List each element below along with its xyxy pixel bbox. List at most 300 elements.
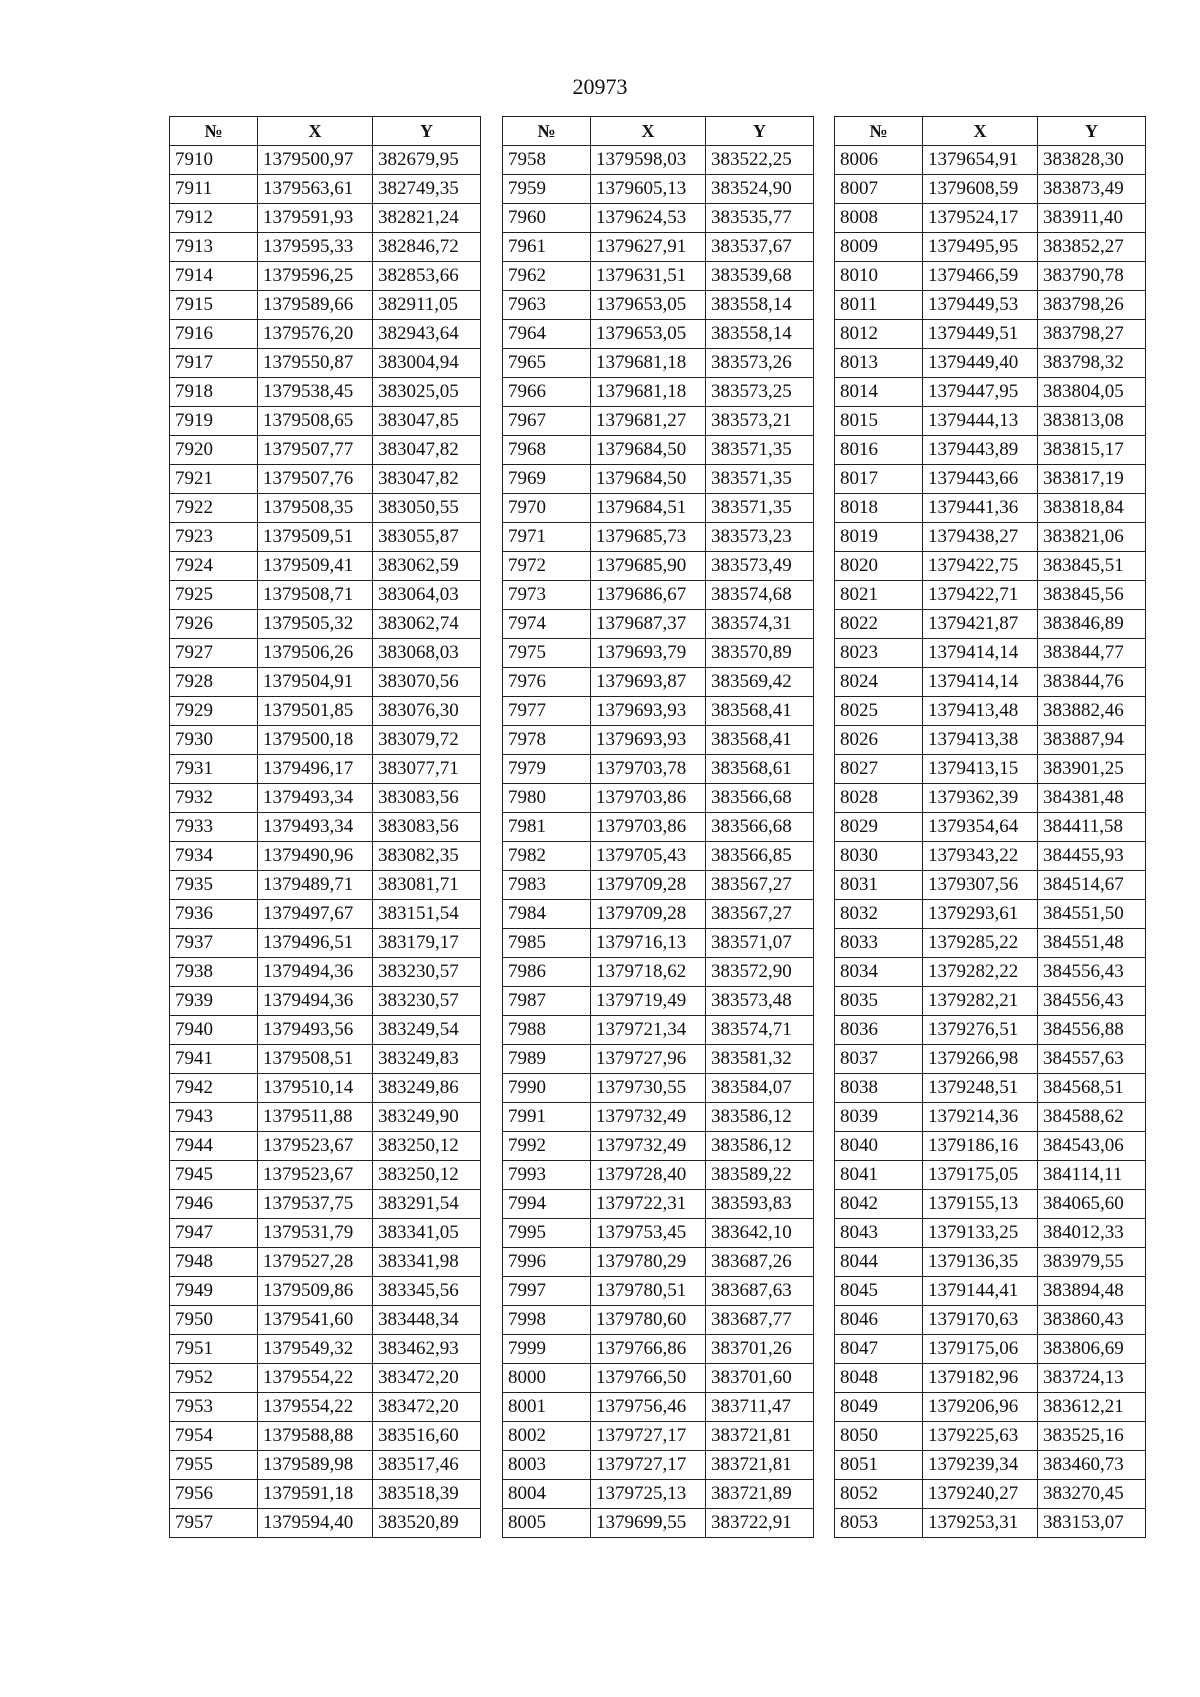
table-row <box>170 1045 481 1074</box>
x-coordinate-cell: 1379684,50 <box>591 436 706 465</box>
table-row <box>835 407 1146 436</box>
point-number-cell: 7925 <box>170 581 258 610</box>
x-coordinate-cell: 1379449,51 <box>923 320 1038 349</box>
y-coordinate-cell: 382679,95 <box>373 146 481 175</box>
x-coordinate-cell: 1379594,40 <box>258 1509 373 1538</box>
table-row <box>170 1161 481 1190</box>
point-number-cell: 8008 <box>835 204 923 233</box>
y-coordinate-cell: 383230,57 <box>373 958 481 987</box>
x-coordinate-cell: 1379510,14 <box>258 1074 373 1103</box>
x-coordinate-cell: 1379136,35 <box>923 1248 1038 1277</box>
y-coordinate-cell: 383845,56 <box>1038 581 1146 610</box>
point-number-cell: 7915 <box>170 291 258 320</box>
table-row <box>835 1422 1146 1451</box>
point-number-cell: 7937 <box>170 929 258 958</box>
point-number-cell: 7996 <box>503 1248 591 1277</box>
x-coordinate-cell: 1379285,22 <box>923 929 1038 958</box>
y-coordinate-cell: 383568,41 <box>706 726 814 755</box>
point-number-cell: 8003 <box>503 1451 591 1480</box>
y-coordinate-cell: 384012,33 <box>1038 1219 1146 1248</box>
x-coordinate-cell: 1379681,18 <box>591 349 706 378</box>
x-coordinate-cell: 1379654,91 <box>923 146 1038 175</box>
x-coordinate-cell: 1379653,05 <box>591 291 706 320</box>
x-coordinate-cell: 1379508,51 <box>258 1045 373 1074</box>
table-row <box>503 407 814 436</box>
point-number-cell: 7982 <box>503 842 591 871</box>
x-coordinate-cell: 1379276,51 <box>923 1016 1038 1045</box>
x-coordinate-cell: 1379508,71 <box>258 581 373 610</box>
table-row <box>835 291 1146 320</box>
x-coordinate-cell: 1379248,51 <box>923 1074 1038 1103</box>
table-row <box>835 697 1146 726</box>
x-coordinate-cell: 1379443,89 <box>923 436 1038 465</box>
y-coordinate-cell: 383566,85 <box>706 842 814 871</box>
point-number-cell: 7987 <box>503 987 591 1016</box>
y-coordinate-cell: 383179,17 <box>373 929 481 958</box>
table-row <box>503 378 814 407</box>
x-coordinate-cell: 1379175,06 <box>923 1335 1038 1364</box>
y-coordinate-cell: 382943,64 <box>373 320 481 349</box>
point-number-cell: 8042 <box>835 1190 923 1219</box>
x-coordinate-cell: 1379681,18 <box>591 378 706 407</box>
point-number-cell: 7921 <box>170 465 258 494</box>
y-coordinate-cell: 383068,03 <box>373 639 481 668</box>
y-coordinate-cell: 383798,32 <box>1038 349 1146 378</box>
x-coordinate-cell: 1379496,17 <box>258 755 373 784</box>
x-coordinate-cell: 1379354,64 <box>923 813 1038 842</box>
y-coordinate-cell: 383571,35 <box>706 465 814 494</box>
table-row <box>170 494 481 523</box>
point-number-cell: 8027 <box>835 755 923 784</box>
y-coordinate-cell: 383845,51 <box>1038 552 1146 581</box>
x-coordinate-cell: 1379155,13 <box>923 1190 1038 1219</box>
point-number-cell: 8026 <box>835 726 923 755</box>
table-row <box>835 987 1146 1016</box>
point-number-cell: 8048 <box>835 1364 923 1393</box>
y-coordinate-cell: 383250,12 <box>373 1161 481 1190</box>
y-coordinate-cell: 383571,35 <box>706 436 814 465</box>
table-row <box>835 1451 1146 1480</box>
y-coordinate-cell: 384551,50 <box>1038 900 1146 929</box>
table-row <box>170 668 481 697</box>
point-number-cell: 7946 <box>170 1190 258 1219</box>
y-coordinate-cell: 383572,90 <box>706 958 814 987</box>
point-number-cell: 8029 <box>835 813 923 842</box>
x-coordinate-cell: 1379527,28 <box>258 1248 373 1277</box>
point-number-cell: 7976 <box>503 668 591 697</box>
x-coordinate-cell: 1379780,51 <box>591 1277 706 1306</box>
point-number-cell: 8004 <box>503 1480 591 1509</box>
y-coordinate-cell: 384411,58 <box>1038 813 1146 842</box>
table-row <box>503 958 814 987</box>
x-coordinate-cell: 1379681,27 <box>591 407 706 436</box>
point-number-cell: 7934 <box>170 842 258 871</box>
point-number-cell: 7995 <box>503 1219 591 1248</box>
y-coordinate-cell: 383589,22 <box>706 1161 814 1190</box>
y-coordinate-cell: 383537,67 <box>706 233 814 262</box>
y-coordinate-cell: 383846,89 <box>1038 610 1146 639</box>
point-number-cell: 8049 <box>835 1393 923 1422</box>
table-row <box>170 842 481 871</box>
table-row <box>503 523 814 552</box>
y-coordinate-cell: 384543,06 <box>1038 1132 1146 1161</box>
table-row <box>835 320 1146 349</box>
point-number-cell: 7963 <box>503 291 591 320</box>
table-row <box>170 1103 481 1132</box>
x-coordinate-cell: 1379239,34 <box>923 1451 1038 1480</box>
header-x: X <box>923 117 1038 146</box>
table-row <box>503 1016 814 1045</box>
x-coordinate-cell: 1379550,87 <box>258 349 373 378</box>
x-coordinate-cell: 1379489,71 <box>258 871 373 900</box>
y-coordinate-cell: 383083,56 <box>373 813 481 842</box>
y-coordinate-cell: 383721,89 <box>706 1480 814 1509</box>
point-number-cell: 8005 <box>503 1509 591 1538</box>
table-row <box>170 523 481 552</box>
x-coordinate-cell: 1379186,16 <box>923 1132 1038 1161</box>
table-row <box>835 958 1146 987</box>
y-coordinate-cell: 382749,35 <box>373 175 481 204</box>
y-coordinate-cell: 383070,56 <box>373 668 481 697</box>
x-coordinate-cell: 1379703,78 <box>591 755 706 784</box>
x-coordinate-cell: 1379362,39 <box>923 784 1038 813</box>
header-number: № <box>170 117 258 146</box>
point-number-cell: 8015 <box>835 407 923 436</box>
y-coordinate-cell: 383894,48 <box>1038 1277 1146 1306</box>
y-coordinate-cell: 383573,48 <box>706 987 814 1016</box>
header-number: № <box>835 117 923 146</box>
point-number-cell: 7953 <box>170 1393 258 1422</box>
table-row <box>170 1132 481 1161</box>
table-row <box>835 755 1146 784</box>
point-number-cell: 7956 <box>170 1480 258 1509</box>
y-coordinate-cell: 383844,76 <box>1038 668 1146 697</box>
point-number-cell: 8040 <box>835 1132 923 1161</box>
y-coordinate-cell: 383558,14 <box>706 291 814 320</box>
point-number-cell: 7931 <box>170 755 258 784</box>
table-row <box>170 1306 481 1335</box>
point-number-cell: 8046 <box>835 1306 923 1335</box>
y-coordinate-cell: 383901,25 <box>1038 755 1146 784</box>
y-coordinate-cell: 383341,05 <box>373 1219 481 1248</box>
table-row <box>170 987 481 1016</box>
table-row <box>170 204 481 233</box>
x-coordinate-cell: 1379624,53 <box>591 204 706 233</box>
x-coordinate-cell: 1379507,77 <box>258 436 373 465</box>
point-number-cell: 8037 <box>835 1045 923 1074</box>
x-coordinate-cell: 1379441,36 <box>923 494 1038 523</box>
table-row <box>835 1364 1146 1393</box>
table-row <box>170 755 481 784</box>
header-y: Y <box>1038 117 1146 146</box>
point-number-cell: 7911 <box>170 175 258 204</box>
y-coordinate-cell: 383821,06 <box>1038 523 1146 552</box>
table-row <box>170 581 481 610</box>
table-row <box>503 204 814 233</box>
point-number-cell: 7923 <box>170 523 258 552</box>
x-coordinate-cell: 1379493,34 <box>258 813 373 842</box>
y-coordinate-cell: 383249,90 <box>373 1103 481 1132</box>
x-coordinate-cell: 1379684,50 <box>591 465 706 494</box>
x-coordinate-cell: 1379728,40 <box>591 1161 706 1190</box>
point-number-cell: 7918 <box>170 378 258 407</box>
point-number-cell: 7939 <box>170 987 258 1016</box>
y-coordinate-cell: 384551,48 <box>1038 929 1146 958</box>
table-row <box>170 436 481 465</box>
table-row <box>835 465 1146 494</box>
table-row <box>835 726 1146 755</box>
table-row <box>835 552 1146 581</box>
point-number-cell: 7933 <box>170 813 258 842</box>
table-row <box>835 784 1146 813</box>
x-coordinate-cell: 1379444,13 <box>923 407 1038 436</box>
x-coordinate-cell: 1379703,86 <box>591 784 706 813</box>
x-coordinate-cell: 1379206,96 <box>923 1393 1038 1422</box>
x-coordinate-cell: 1379508,35 <box>258 494 373 523</box>
table-row <box>503 1393 814 1422</box>
x-coordinate-cell: 1379500,97 <box>258 146 373 175</box>
table-row <box>170 1277 481 1306</box>
point-number-cell: 7928 <box>170 668 258 697</box>
y-coordinate-cell: 383815,17 <box>1038 436 1146 465</box>
x-coordinate-cell: 1379414,14 <box>923 668 1038 697</box>
point-number-cell: 8050 <box>835 1422 923 1451</box>
table-row <box>503 842 814 871</box>
y-coordinate-cell: 383574,71 <box>706 1016 814 1045</box>
y-coordinate-cell: 384556,43 <box>1038 958 1146 987</box>
x-coordinate-cell: 1379588,88 <box>258 1422 373 1451</box>
table-row <box>835 1509 1146 1538</box>
coordinate-table-3 <box>834 116 1146 1538</box>
y-coordinate-cell: 383077,71 <box>373 755 481 784</box>
point-number-cell: 7988 <box>503 1016 591 1045</box>
table-row <box>503 668 814 697</box>
table-row <box>835 581 1146 610</box>
table-row <box>835 1161 1146 1190</box>
table-row <box>503 610 814 639</box>
table-row <box>503 1422 814 1451</box>
x-coordinate-cell: 1379653,05 <box>591 320 706 349</box>
y-coordinate-cell: 383151,54 <box>373 900 481 929</box>
point-number-cell: 8016 <box>835 436 923 465</box>
table-row <box>503 900 814 929</box>
x-coordinate-cell: 1379725,13 <box>591 1480 706 1509</box>
x-coordinate-cell: 1379266,98 <box>923 1045 1038 1074</box>
point-number-cell: 8000 <box>503 1364 591 1393</box>
x-coordinate-cell: 1379780,60 <box>591 1306 706 1335</box>
y-coordinate-cell: 383517,46 <box>373 1451 481 1480</box>
x-coordinate-cell: 1379511,88 <box>258 1103 373 1132</box>
point-number-cell: 7979 <box>503 755 591 784</box>
y-coordinate-cell: 383573,26 <box>706 349 814 378</box>
point-number-cell: 8034 <box>835 958 923 987</box>
point-number-cell: 7952 <box>170 1364 258 1393</box>
y-coordinate-cell: 382911,05 <box>373 291 481 320</box>
point-number-cell: 7998 <box>503 1306 591 1335</box>
x-coordinate-cell: 1379721,34 <box>591 1016 706 1045</box>
table-row <box>170 1074 481 1103</box>
x-coordinate-cell: 1379538,45 <box>258 378 373 407</box>
y-coordinate-cell: 383047,85 <box>373 407 481 436</box>
point-number-cell: 7917 <box>170 349 258 378</box>
x-coordinate-cell: 1379494,36 <box>258 958 373 987</box>
table-row <box>170 146 481 175</box>
x-coordinate-cell: 1379598,03 <box>591 146 706 175</box>
y-coordinate-cell: 383341,98 <box>373 1248 481 1277</box>
table-row <box>503 552 814 581</box>
y-coordinate-cell: 383798,26 <box>1038 291 1146 320</box>
y-coordinate-cell: 383979,55 <box>1038 1248 1146 1277</box>
y-coordinate-cell: 383291,54 <box>373 1190 481 1219</box>
y-coordinate-cell: 383701,26 <box>706 1335 814 1364</box>
x-coordinate-cell: 1379443,66 <box>923 465 1038 494</box>
x-coordinate-cell: 1379780,29 <box>591 1248 706 1277</box>
x-coordinate-cell: 1379282,21 <box>923 987 1038 1016</box>
y-coordinate-cell: 383790,78 <box>1038 262 1146 291</box>
y-coordinate-cell: 383569,42 <box>706 668 814 697</box>
point-number-cell: 7938 <box>170 958 258 987</box>
point-number-cell: 7920 <box>170 436 258 465</box>
table-row <box>170 958 481 987</box>
point-number-cell: 7957 <box>170 1509 258 1538</box>
table-row <box>503 349 814 378</box>
point-number-cell: 7912 <box>170 204 258 233</box>
y-coordinate-cell: 384556,88 <box>1038 1016 1146 1045</box>
y-coordinate-cell: 383539,68 <box>706 262 814 291</box>
table-row <box>170 726 481 755</box>
table-row <box>170 175 481 204</box>
y-coordinate-cell: 383570,89 <box>706 639 814 668</box>
y-coordinate-cell: 383047,82 <box>373 436 481 465</box>
y-coordinate-cell: 383586,12 <box>706 1132 814 1161</box>
y-coordinate-cell: 383574,31 <box>706 610 814 639</box>
y-coordinate-cell: 383852,27 <box>1038 233 1146 262</box>
x-coordinate-cell: 1379719,49 <box>591 987 706 1016</box>
point-number-cell: 7990 <box>503 1074 591 1103</box>
x-coordinate-cell: 1379766,86 <box>591 1335 706 1364</box>
x-coordinate-cell: 1379133,25 <box>923 1219 1038 1248</box>
table-row <box>503 1480 814 1509</box>
table-row <box>835 610 1146 639</box>
y-coordinate-cell: 384381,48 <box>1038 784 1146 813</box>
table-row <box>170 1451 481 1480</box>
point-number-cell: 8035 <box>835 987 923 1016</box>
y-coordinate-cell: 383887,94 <box>1038 726 1146 755</box>
x-coordinate-cell: 1379727,96 <box>591 1045 706 1074</box>
x-coordinate-cell: 1379506,26 <box>258 639 373 668</box>
x-coordinate-cell: 1379505,32 <box>258 610 373 639</box>
point-number-cell: 7924 <box>170 552 258 581</box>
point-number-cell: 7994 <box>503 1190 591 1219</box>
x-coordinate-cell: 1379449,53 <box>923 291 1038 320</box>
y-coordinate-cell: 383047,82 <box>373 465 481 494</box>
x-coordinate-cell: 1379685,90 <box>591 552 706 581</box>
x-coordinate-cell: 1379293,61 <box>923 900 1038 929</box>
y-coordinate-cell: 383882,46 <box>1038 697 1146 726</box>
table-row <box>835 929 1146 958</box>
x-coordinate-cell: 1379438,27 <box>923 523 1038 552</box>
table-row <box>170 1335 481 1364</box>
table-row <box>835 523 1146 552</box>
x-coordinate-cell: 1379414,14 <box>923 639 1038 668</box>
y-coordinate-cell: 382853,66 <box>373 262 481 291</box>
x-coordinate-cell: 1379732,49 <box>591 1132 706 1161</box>
point-number-cell: 7971 <box>503 523 591 552</box>
x-coordinate-cell: 1379509,41 <box>258 552 373 581</box>
point-number-cell: 7955 <box>170 1451 258 1480</box>
x-coordinate-cell: 1379716,13 <box>591 929 706 958</box>
table-row <box>170 1393 481 1422</box>
point-number-cell: 7961 <box>503 233 591 262</box>
x-coordinate-cell: 1379504,91 <box>258 668 373 697</box>
point-number-cell: 8019 <box>835 523 923 552</box>
table-row <box>503 1190 814 1219</box>
y-coordinate-cell: 383525,16 <box>1038 1422 1146 1451</box>
x-coordinate-cell: 1379563,61 <box>258 175 373 204</box>
table-row <box>170 1509 481 1538</box>
table-row <box>835 639 1146 668</box>
y-coordinate-cell: 384455,93 <box>1038 842 1146 871</box>
x-coordinate-cell: 1379501,85 <box>258 697 373 726</box>
point-number-cell: 8011 <box>835 291 923 320</box>
point-number-cell: 7942 <box>170 1074 258 1103</box>
y-coordinate-cell: 383721,81 <box>706 1451 814 1480</box>
x-coordinate-cell: 1379225,63 <box>923 1422 1038 1451</box>
point-number-cell: 7962 <box>503 262 591 291</box>
y-coordinate-cell: 383586,12 <box>706 1103 814 1132</box>
table-row <box>835 262 1146 291</box>
point-number-cell: 8006 <box>835 146 923 175</box>
x-coordinate-cell: 1379705,43 <box>591 842 706 871</box>
y-coordinate-cell: 383581,32 <box>706 1045 814 1074</box>
table-row <box>503 494 814 523</box>
header-y: Y <box>706 117 814 146</box>
x-coordinate-cell: 1379685,73 <box>591 523 706 552</box>
y-coordinate-cell: 383004,94 <box>373 349 481 378</box>
point-number-cell: 8025 <box>835 697 923 726</box>
y-coordinate-cell: 383558,14 <box>706 320 814 349</box>
y-coordinate-cell: 383818,84 <box>1038 494 1146 523</box>
y-coordinate-cell: 383612,21 <box>1038 1393 1146 1422</box>
point-number-cell: 8012 <box>835 320 923 349</box>
y-coordinate-cell: 383518,39 <box>373 1480 481 1509</box>
table-row <box>503 1364 814 1393</box>
x-coordinate-cell: 1379343,22 <box>923 842 1038 871</box>
table-row <box>835 668 1146 697</box>
x-coordinate-cell: 1379693,87 <box>591 668 706 697</box>
table-row <box>503 233 814 262</box>
x-coordinate-cell: 1379500,18 <box>258 726 373 755</box>
point-number-cell: 7981 <box>503 813 591 842</box>
point-number-cell: 7935 <box>170 871 258 900</box>
x-coordinate-cell: 1379631,51 <box>591 262 706 291</box>
x-coordinate-cell: 1379175,05 <box>923 1161 1038 1190</box>
table-row <box>170 378 481 407</box>
table-row <box>835 1480 1146 1509</box>
point-number-cell: 7919 <box>170 407 258 436</box>
x-coordinate-cell: 1379589,66 <box>258 291 373 320</box>
table-row <box>835 349 1146 378</box>
y-coordinate-cell: 384514,67 <box>1038 871 1146 900</box>
table-row <box>170 465 481 494</box>
table-row <box>835 378 1146 407</box>
table-row <box>835 900 1146 929</box>
table-row <box>503 639 814 668</box>
table-row <box>835 1132 1146 1161</box>
x-coordinate-cell: 1379523,67 <box>258 1132 373 1161</box>
table-row <box>503 1306 814 1335</box>
x-coordinate-cell: 1379766,50 <box>591 1364 706 1393</box>
